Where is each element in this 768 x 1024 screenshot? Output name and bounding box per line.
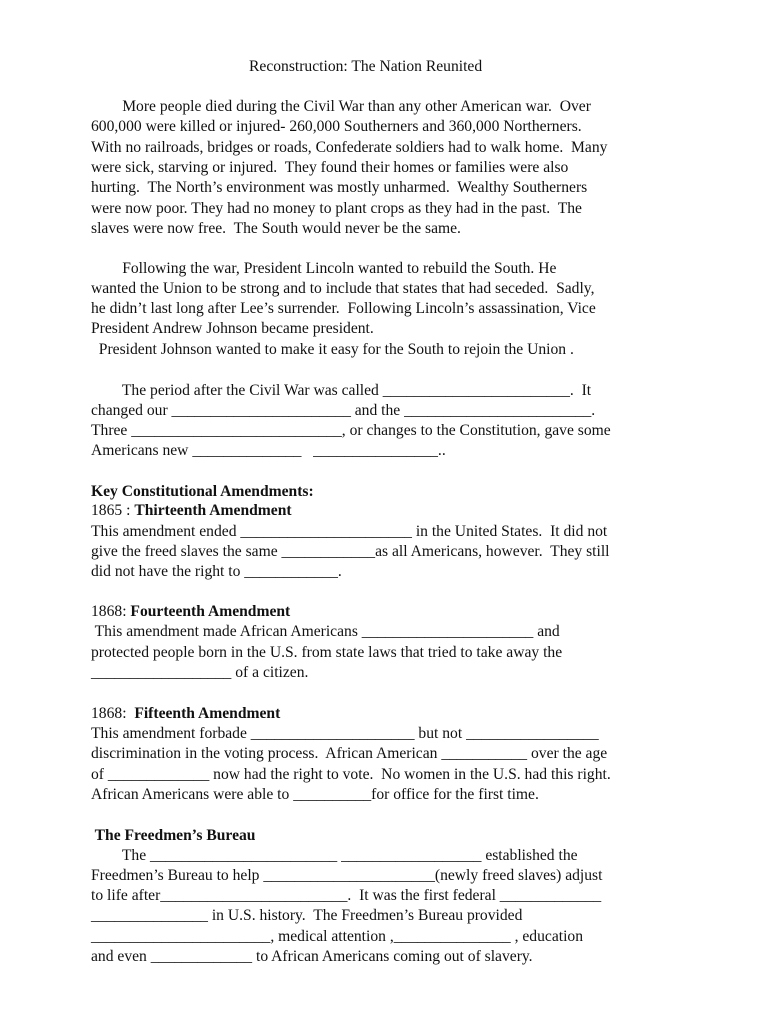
a14-line-2: protected people born in the U.S. from state laws that tried to take away the <box>91 644 563 661</box>
p1-line-5: hurting. The North’s environment was mostly unharmed. Wealthy Southerners <box>91 179 588 196</box>
bureau-heading: The Freedmen’s Bureau <box>91 827 256 844</box>
p1-line-3: With no railroads, bridges or roads, Confederate soldiers had to walk home. Many <box>91 139 608 156</box>
p1-line-2: 600,000 were killed or injured- 260,000 Southerners and 360,000 Northerners. <box>91 118 582 135</box>
a15-line-1: This amendment forbade _____________________ but not _________________ <box>91 725 599 742</box>
p2-line-2: wanted the Union to be strong and to include that states that had seceded. Sadly, <box>91 280 595 297</box>
p1-line-1: More people died during the Civil War than any other American war. Over <box>91 98 591 115</box>
a14-line-1: This amendment made African Americans ______________________ and <box>91 623 560 640</box>
a13-line-1: This amendment ended ______________________ in the United States. It did not <box>91 523 608 540</box>
a14-year: 1868: <box>91 603 131 620</box>
p2-line-4: President Andrew Johnson became president. <box>91 320 374 337</box>
p1-line-6: were now poor. They had no money to plant crops as they had in the past. The <box>91 200 582 217</box>
a15-heading <box>91 704 280 724</box>
a15-line-4: African Americans were able to __________for office for the first time. <box>91 786 539 803</box>
bureau-line-6: and even _____________ to African Americans coming out of slavery. <box>91 948 533 965</box>
p3-line-1: The period after the Civil War was called ________________________. It <box>91 382 592 399</box>
p3-line-2: changed our _______________________ and the ________________________. <box>91 402 596 419</box>
page-title: Reconstruction: The Nation Reunited <box>249 58 483 75</box>
a13-year: 1865 : <box>91 502 135 519</box>
key-amendments-heading: Key Constitutional Amendments: <box>91 483 314 500</box>
bureau-line-1: The ________________________ __________________ established the <box>91 847 578 864</box>
p3-line-4: Americans new ______________ ________________.. <box>91 442 446 459</box>
p1-line-7: slaves were now free. The South would never be the same. <box>91 220 461 237</box>
a13-line-3: did not have the right to ____________. <box>91 563 342 580</box>
p2-line-5: President Johnson wanted to make it easy for the South to rejoin the Union . <box>91 341 574 358</box>
p1-line-4: were sick, starving or injured. They found their homes or families were also <box>91 159 569 176</box>
a14-line-3: __________________ of a citizen. <box>91 664 309 681</box>
a15-name: Fifteenth Amendment <box>134 705 281 722</box>
bureau-line-5: _______________________, medical attention ,_______________ , education <box>91 928 584 945</box>
a15-line-2: discrimination in the voting process. African American ___________ over the age <box>91 745 608 762</box>
p3-line-3: Three ___________________________, or changes to the Constitution, gave some <box>91 422 611 439</box>
a15-line-3: of _____________ now had the right to vote. No women in the U.S. had this right. <box>91 766 611 783</box>
a15-year: 1868: <box>91 705 135 722</box>
a13-name: Thirteenth Amendment <box>134 502 292 519</box>
a14-name: Fourteenth Amendment <box>130 603 291 620</box>
p2-line-1: Following the war, President Lincoln wanted to rebuild the South. He <box>91 260 557 277</box>
bureau-line-2: Freedmen’s Bureau to help ______________________(newly freed slaves) adjust <box>91 867 603 884</box>
a13-line-2: give the freed slaves the same ____________as all Americans, however. They still <box>91 543 610 560</box>
bureau-line-3: to life after________________________. It was the first federal _____________ <box>91 887 602 904</box>
a13-heading <box>91 501 292 521</box>
a14-heading <box>91 602 290 622</box>
p2-line-3: he didn’t last long after Lee’s surrender. Following Lincoln’s assassination, Vice <box>91 300 596 317</box>
bureau-line-4: _______________ in U.S. history. The Freedmen’s Bureau provided <box>91 907 523 924</box>
